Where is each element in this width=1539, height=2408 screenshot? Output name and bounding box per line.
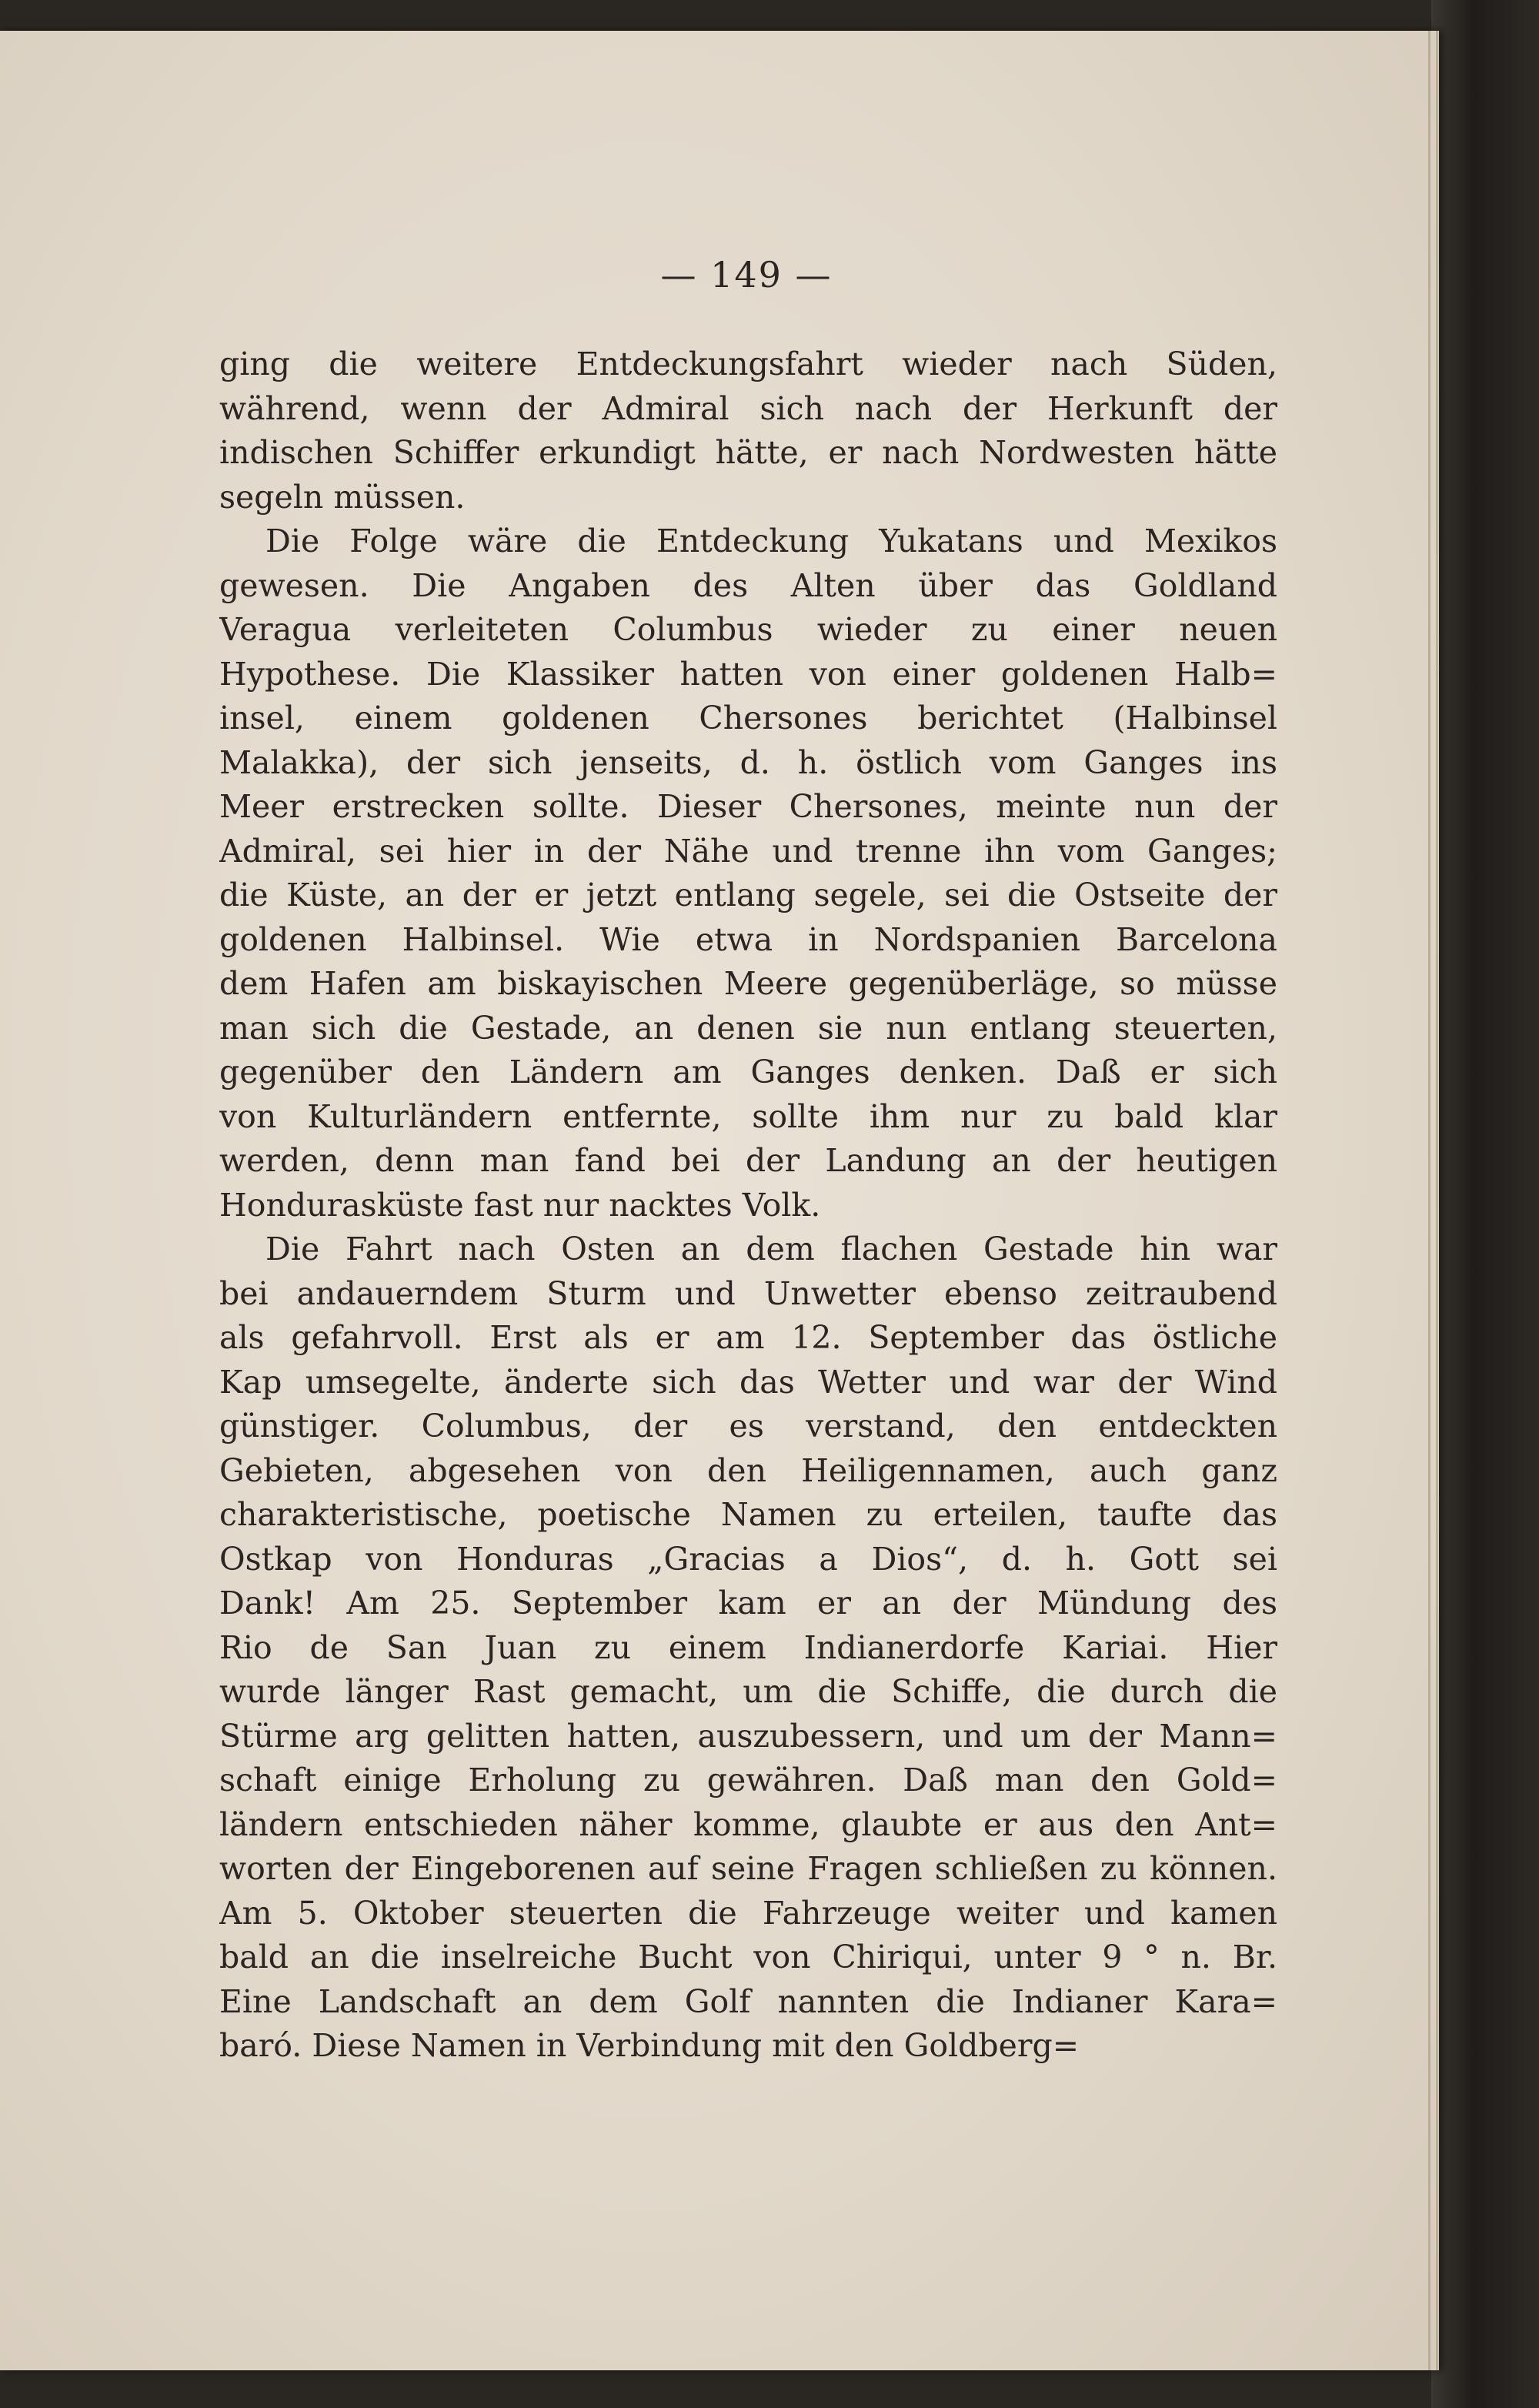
text-line: Malakka), der sich jenseits, d. h. östlich vom Ganges ins (219, 743, 1277, 781)
text-line: als gefahrvoll. Erst als er am 12. September das östliche (219, 1319, 1277, 1356)
text-line: Rio de San Juan zu einem Indianerdorfe Kariai. Hier (219, 1628, 1277, 1666)
page-edge (1436, 31, 1438, 2370)
text-line: Die Folge wäre die Entdeckung Yukatans und Mexikos (265, 523, 1277, 559)
text-line: Meer erstrecken sollte. Dieser Chersones, meinte nun der (219, 788, 1277, 825)
text-line: man sich die Gestade, an denen sie nun entlang steuerten, (219, 1009, 1277, 1047)
text-line: Hypothese. Die Klassiker hatten von einer goldenen Halb= (219, 655, 1277, 693)
text-line: Kap umsegelte, änderte sich das Wetter und war der Wind (219, 1363, 1277, 1401)
text-line: ging die weitere Entdeckungsfahrt wieder nach Süden, (219, 346, 1277, 382)
text-line: Stürme arg gelitten hatten, auszubessern, und um der Mann= (219, 1717, 1277, 1755)
text-line: bald an die inselreiche Bucht von Chiriqui, unter 9 ° n. Br. (219, 1939, 1277, 1975)
text-line: wurde länger Rast gemacht, um die Schiffe, die durch die (219, 1673, 1277, 1710)
text-line: indischen Schiffer erkundigt hätte, er nach Nordwesten hätte (219, 434, 1277, 471)
text-line: charakteristische, poetische Namen zu erteilen, taufte das (219, 1496, 1277, 1533)
text-line: Dank! Am 25. September kam er an der Mündung des (219, 1585, 1277, 1621)
text-line: von Kulturländern entfernte, sollte ihm nur zu bald klar (219, 1097, 1277, 1135)
text-line: Die Fahrt nach Osten an dem flachen Gestade hin war (265, 1231, 1277, 1267)
text-line: dem Hafen am biskayischen Meere gegenüberläge, so müsse (219, 965, 1277, 1002)
text-line: werden, denn man fand bei der Landung an der heutigen (219, 1142, 1277, 1179)
text-line: goldenen Halbinsel. Wie etwa in Nordspanien Barcelona (219, 920, 1277, 958)
text-line: insel, einem goldenen Chersones berichtet (Halbinsel (219, 700, 1277, 736)
text-line: Gebieten, abgesehen von den Heiligennamen, auch ganz (219, 1451, 1277, 1489)
text-line: schaft einige Erholung zu gewähren. Daß man den Gold= (219, 1762, 1277, 1798)
text-line: gegenüber den Ländern am Ganges denken. Daß er sich (219, 1054, 1277, 1090)
text-line: gewesen. Die Angaben des Alten über das Goldland (219, 566, 1277, 604)
text-line: Veragua verleiteten Columbus wieder zu einer neuen (219, 611, 1277, 648)
text-line: ländern entschieden näher komme, glaubte er aus den Ant= (219, 1805, 1277, 1843)
text-line: segeln müssen. (219, 478, 466, 516)
body-text (219, 342, 1277, 2069)
page-edge (1428, 31, 1431, 2370)
text-line: Admiral, sei hier in der Nähe und trenne ihn vom Ganges; (219, 832, 1277, 870)
text-line: günstiger. Columbus, der es verstand, den entdeckten (219, 1408, 1277, 1444)
text-line: bei andauerndem Sturm und Unwetter ebenso zeitraubend (219, 1274, 1277, 1312)
text-line: worten der Eingeborenen auf seine Fragen schließen zu können. (219, 1850, 1277, 1887)
text-line: die Küste, an der er jetzt entlang segele, sei die Ostseite der (219, 877, 1277, 913)
text-line: Eine Landschaft an dem Golf nannten die Indianer Kara= (219, 1982, 1277, 2020)
text-line: während, wenn der Admiral sich nach der Herkunft der (219, 389, 1277, 427)
text-line: Ostkap von Honduras „Gracias a Dios“, d. h. Gott sei (219, 1540, 1277, 1578)
text-line: Hondurasküste fast nur nacktes Volk. (219, 1186, 821, 1224)
text-line: Am 5. Oktober steuerten die Fahrzeuge weiter und kamen (219, 1894, 1277, 1932)
book-cover-edge (1431, 0, 1539, 2408)
text-line: baró. Diese Namen in Verbindung mit den Goldberg= (219, 2027, 1080, 2064)
page-number: — 149 — (660, 254, 833, 296)
